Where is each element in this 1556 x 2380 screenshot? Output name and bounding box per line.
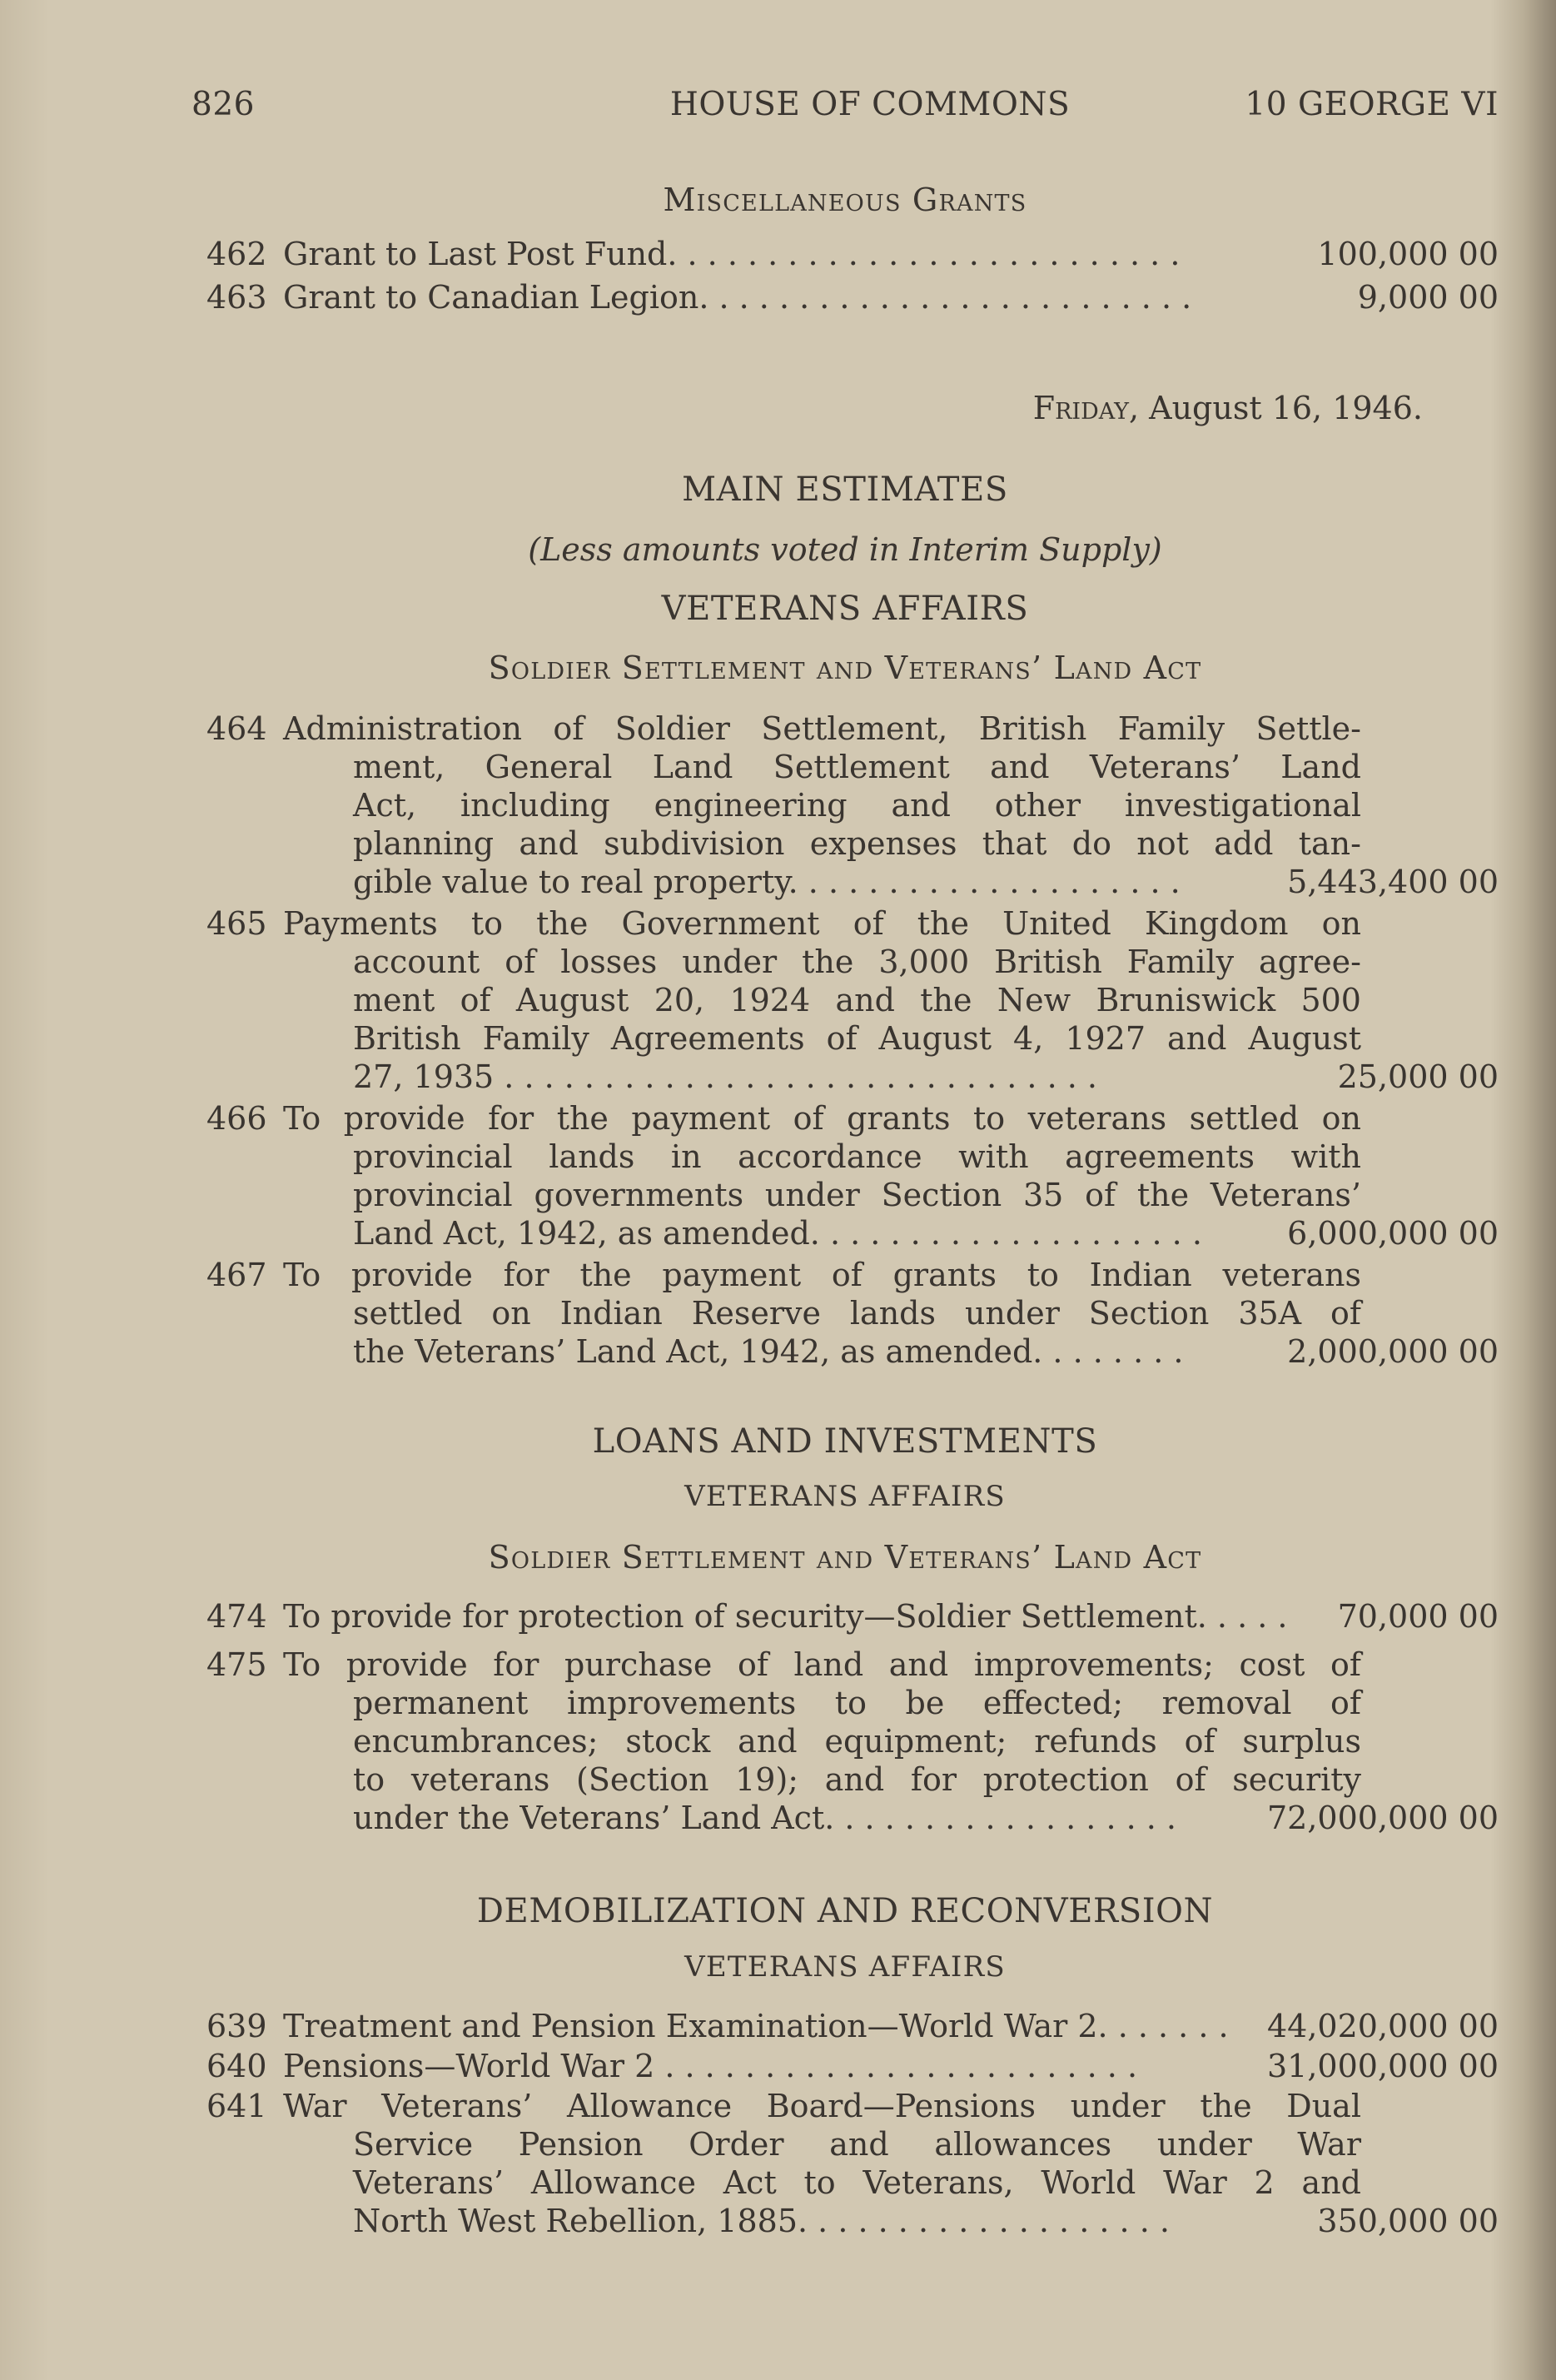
item-amount: 350,000 00 (1317, 2203, 1499, 2239)
section2-subtitle: VETERANS AFFAIRS (684, 1480, 1006, 1513)
section2-title: LOANS AND INVESTMENTS (592, 1422, 1098, 1461)
item-line: provincial lands in accordance with agreements with (353, 1138, 1361, 1175)
item-line: the Veterans’ Land Act, 1942, as amended. . . . . . . . (353, 1333, 1184, 1370)
item-line: permanent improvements to be effected; removal of (353, 1685, 1361, 1721)
item-line: encumbrances; stock and equipment; refunds of surplus (353, 1723, 1361, 1760)
date-day: Friday (1032, 390, 1129, 426)
section3-subtitle: VETERANS AFFAIRS (684, 1950, 1006, 1984)
item-number: 467 (206, 1257, 267, 1293)
item-amount: 72,000,000 00 (1266, 1800, 1499, 1836)
item-line: Act, including engineering and other investigational (353, 787, 1361, 824)
item-amount: 100,000 00 (1317, 236, 1499, 272)
item-number: 474 (206, 1598, 267, 1635)
item-line: Administration of Soldier Settlement, British Family Settle- (283, 710, 1361, 747)
item-line: planning and subdivision expenses that do not add tan- (353, 825, 1361, 862)
section3-title: DEMOBILIZATION AND RECONVERSION (476, 1892, 1214, 1930)
page-number: 826 (191, 86, 255, 123)
sitting-date (1033, 390, 1423, 426)
item-amount: 70,000 00 (1337, 1598, 1499, 1635)
item-line: Service Pension Order and allowances under War (353, 2126, 1361, 2163)
item-line: 27, 1935 . . . . . . . . . . . . . . . . . . . . . . . . . . . . . . (353, 1058, 1097, 1095)
item-amount: 44,020,000 00 (1266, 2008, 1499, 2044)
main-subtitle: (Less amounts voted in Interim Supply) (528, 531, 1162, 568)
item-number: 465 (206, 905, 267, 942)
item-line: Pensions—World War 2 . . . . . . . . . . . . . . . . . . . . . . . . (283, 2048, 1138, 2084)
item-line: Land Act, 1942, as amended. . . . . . . . . . . . . . . . . . . . (353, 1215, 1202, 1252)
item-number: 475 (206, 1646, 267, 1683)
date-rest: , August 16, 1946. (1128, 390, 1423, 426)
item-number: 464 (206, 710, 267, 747)
item-line: to veterans (Section 19); and for protection of security (353, 1761, 1361, 1798)
item-number: 641 (206, 2088, 267, 2124)
item-line: under the Veterans’ Land Act. . . . . . . . . . . . . . . . . . (353, 1800, 1177, 1836)
item-line: provincial governments under Section 35 of the Veterans’ (353, 1177, 1361, 1213)
item-amount: 25,000 00 (1337, 1058, 1499, 1095)
item-number: 463 (206, 279, 267, 316)
item-line: Treatment and Pension Examination—World War 2. . . . . . . (283, 2008, 1229, 2044)
item-line: War Veterans’ Allowance Board—Pensions under the Dual (283, 2088, 1361, 2124)
item-line: Veterans’ Allowance Act to Veterans, World War 2 and (353, 2164, 1361, 2201)
item-line: account of losses under the 3,000 British Family agree- (353, 944, 1361, 980)
item-text: Grant to Canadian Legion. . . . . . . . . . . . . . . . . . . . . . . . . (283, 279, 1192, 316)
item-amount: 5,443,400 00 (1287, 864, 1499, 900)
item-line: gible value to real property. . . . . . . . . . . . . . . . . . . . (353, 864, 1181, 900)
item-line: Payments to the Government of the United Kingdom on (283, 905, 1361, 942)
page-title: HOUSE OF COMMONS (669, 86, 1071, 123)
page-header (191, 86, 1499, 132)
item-line: British Family Agreements of August 4, 1927 and August (353, 1020, 1361, 1057)
item-number: 640 (206, 2048, 267, 2084)
item-amount: 9,000 00 (1357, 279, 1499, 316)
item-line: To provide for the payment of grants to Indian veterans (283, 1257, 1361, 1293)
item-amount: 6,000,000 00 (1287, 1215, 1499, 1252)
item-line: settled on Indian Reserve lands under Section 35A of (353, 1295, 1361, 1332)
item-line: To provide for protection of security—Soldier Settlement. . . . . (283, 1598, 1288, 1635)
item-line: North West Rebellion, 1885. . . . . . . . . . . . . . . . . . . (353, 2203, 1170, 2239)
item-line: To provide for purchase of land and improvements; cost of (283, 1646, 1361, 1683)
item-amount: 2,000,000 00 (1287, 1333, 1499, 1370)
section2-subtitle-2: Soldier Settlement and Veterans’ Land Act (488, 1539, 1202, 1576)
item-number: 462 (206, 236, 267, 272)
item-number: 466 (206, 1100, 267, 1137)
section1-subtitle: Soldier Settlement and Veterans’ Land Act (488, 650, 1202, 686)
section1-title: VETERANS AFFAIRS (661, 590, 1029, 628)
item-line: ment of August 20, 1924 and the New Bruniswick 500 (353, 982, 1361, 1018)
item-number: 639 (206, 2008, 267, 2044)
main-title: MAIN ESTIMATES (682, 471, 1008, 509)
item-text: Grant to Last Post Fund. . . . . . . . . . . . . . . . . . . . . . . . . . (283, 236, 1181, 272)
item-line: To provide for the payment of grants to veterans settled on (283, 1100, 1361, 1137)
misc-heading: Miscellaneous Grants (663, 182, 1027, 218)
item-line: ment, General Land Settlement and Veterans’ Land (353, 749, 1361, 785)
reign-label: 10 GEORGE VI (1245, 86, 1499, 123)
item-amount: 31,000,000 00 (1266, 2048, 1499, 2084)
